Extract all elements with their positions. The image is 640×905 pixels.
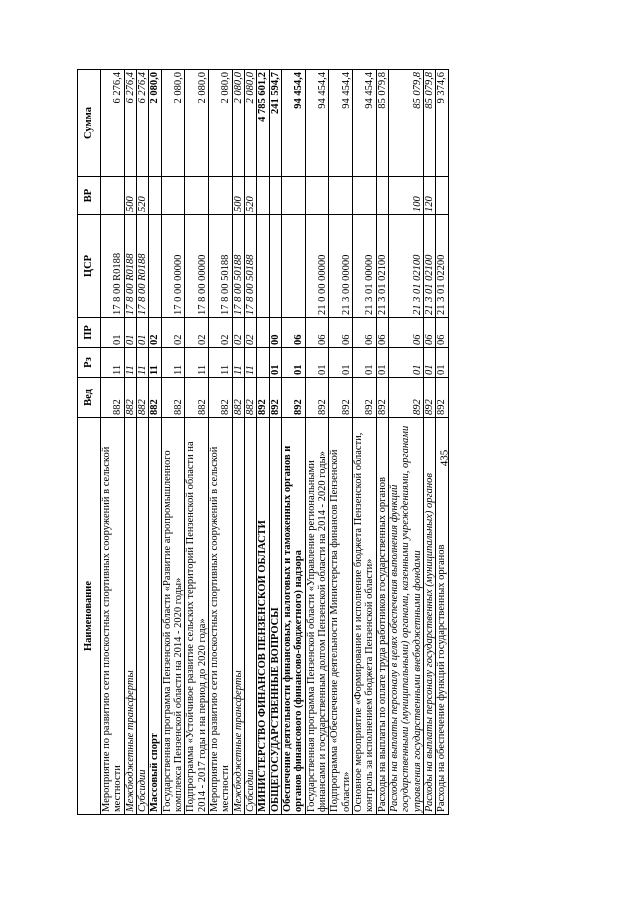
cell-sum: 6 276,4 bbox=[124, 70, 136, 177]
cell-csr: 21 3 01 02100 bbox=[423, 215, 435, 318]
cell-rz: 01 bbox=[388, 348, 423, 378]
cell-name: Государственная программа Пензенской области «Развитие агропромышленного комплекса Пензенской области на 2014 - 2020 годы» bbox=[161, 418, 185, 815]
table-row bbox=[388, 70, 423, 815]
cell-vr bbox=[436, 177, 448, 215]
table-row bbox=[244, 70, 256, 815]
cell-csr: 17 8 00 R0188 bbox=[101, 215, 125, 318]
cell-rz bbox=[257, 348, 269, 378]
cell-rz: 01 bbox=[329, 348, 353, 378]
cell-rz: 11 bbox=[232, 348, 244, 378]
cell-sum: 85 079,8 bbox=[388, 70, 423, 177]
cell-rz: 01 bbox=[281, 348, 305, 378]
cell-sum: 85 079,8 bbox=[376, 70, 388, 177]
cell-name: Расходы на выплаты персоналу в целях обеспечения выполнения функций государственными (муниципальными) органами, казенными учреждениями, органами управления государственными внебюджетными фондами bbox=[388, 418, 423, 815]
cell-pr: 02 bbox=[185, 318, 209, 348]
cell-pr bbox=[257, 318, 269, 348]
cell-ved: 882 bbox=[232, 378, 244, 418]
cell-csr: 17 8 00 00000 bbox=[185, 215, 209, 318]
table-row bbox=[124, 70, 136, 815]
cell-csr: 21 3 01 02100 bbox=[376, 215, 388, 318]
cell-name: Расходы на выплаты персоналу государственных (муниципальных) органов bbox=[423, 418, 435, 815]
cell-vr bbox=[149, 177, 161, 215]
cell-vr bbox=[208, 177, 232, 215]
header-vr: ВР bbox=[78, 177, 101, 215]
cell-csr: 21 3 01 02200 bbox=[436, 215, 448, 318]
cell-csr: 17 8 00 R0188 bbox=[124, 215, 136, 318]
cell-csr: 21 3 00 00000 bbox=[329, 215, 353, 318]
cell-pr: 02 bbox=[244, 318, 256, 348]
cell-rz: 11 bbox=[149, 348, 161, 378]
cell-csr bbox=[257, 215, 269, 318]
cell-rz: 11 bbox=[124, 348, 136, 378]
table-row bbox=[149, 70, 161, 815]
cell-sum: 2 080,0 bbox=[244, 70, 256, 177]
budget-table-container bbox=[77, 70, 547, 815]
table-header-row bbox=[78, 70, 101, 815]
cell-sum: 85 079,8 bbox=[423, 70, 435, 177]
cell-sum: 94 454,4 bbox=[352, 70, 376, 177]
cell-vr: 500 bbox=[232, 177, 244, 215]
header-sum: Сумма bbox=[78, 70, 101, 177]
header-pr: ПР bbox=[78, 318, 101, 348]
cell-csr: 17 8 00 50188 bbox=[232, 215, 244, 318]
cell-vr: 520 bbox=[244, 177, 256, 215]
cell-pr: 02 bbox=[208, 318, 232, 348]
table-row bbox=[352, 70, 376, 815]
page-number-text: 435 bbox=[438, 449, 451, 467]
cell-name: Межбюджетные трансферты bbox=[232, 418, 244, 815]
cell-ved: 892 bbox=[436, 378, 448, 418]
table-row bbox=[101, 70, 125, 815]
cell-ved: 892 bbox=[269, 378, 281, 418]
cell-ved: 892 bbox=[281, 378, 305, 418]
cell-ved: 882 bbox=[149, 378, 161, 418]
table-row bbox=[161, 70, 185, 815]
cell-csr bbox=[149, 215, 161, 318]
cell-name: Межбюджетные трансферты bbox=[124, 418, 136, 815]
cell-ved: 882 bbox=[101, 378, 125, 418]
cell-rz: 11 bbox=[136, 348, 148, 378]
cell-vr bbox=[161, 177, 185, 215]
cell-sum: 94 454,4 bbox=[281, 70, 305, 177]
cell-ved: 882 bbox=[244, 378, 256, 418]
cell-rz: 01 bbox=[376, 348, 388, 378]
cell-pr: 02 bbox=[161, 318, 185, 348]
cell-pr: 02 bbox=[232, 318, 244, 348]
cell-vr bbox=[101, 177, 125, 215]
cell-rz: 11 bbox=[244, 348, 256, 378]
cell-csr: 17 8 00 50188 bbox=[244, 215, 256, 318]
cell-sum: 2 080,0 bbox=[149, 70, 161, 177]
cell-name: Субсидии bbox=[244, 418, 256, 815]
cell-ved: 892 bbox=[305, 378, 329, 418]
cell-sum: 94 454,4 bbox=[329, 70, 353, 177]
cell-vr bbox=[185, 177, 209, 215]
cell-name: Подпрограмма «Обеспечение деятельности Министерства финансов Пензенской области» bbox=[329, 418, 353, 815]
cell-pr: 06 bbox=[423, 318, 435, 348]
cell-ved: 892 bbox=[376, 378, 388, 418]
table-row bbox=[423, 70, 435, 815]
header-ved: Вед bbox=[78, 378, 101, 418]
cell-sum: 2 080,0 bbox=[185, 70, 209, 177]
cell-vr: 100 bbox=[388, 177, 423, 215]
table-row bbox=[208, 70, 232, 815]
table-row bbox=[185, 70, 209, 815]
cell-ved: 882 bbox=[208, 378, 232, 418]
cell-pr: 06 bbox=[281, 318, 305, 348]
cell-pr: 06 bbox=[436, 318, 448, 348]
cell-csr: 21 0 00 00000 bbox=[305, 215, 329, 318]
cell-rz: 11 bbox=[101, 348, 125, 378]
cell-ved: 882 bbox=[136, 378, 148, 418]
cell-sum: 2 080,0 bbox=[232, 70, 244, 177]
table-row bbox=[436, 70, 448, 815]
cell-vr bbox=[329, 177, 353, 215]
cell-pr: 06 bbox=[329, 318, 353, 348]
cell-name: Подпрограмма «Устойчивое развитие сельских территорий Пензенской области на 2014 - 2017 годы и на период до 2020 года» bbox=[185, 418, 209, 815]
cell-ved: 892 bbox=[257, 378, 269, 418]
cell-sum: 4 785 601,2 bbox=[257, 70, 269, 177]
cell-csr: 21 3 01 00000 bbox=[352, 215, 376, 318]
table-row bbox=[269, 70, 281, 815]
cell-name: МИНИСТЕРСТВО ФИНАНСОВ ПЕНЗЕНСКОЙ ОБЛАСТИ bbox=[257, 418, 269, 815]
cell-name: Массовый спорт bbox=[149, 418, 161, 815]
header-rz: Рз bbox=[78, 348, 101, 378]
table-row bbox=[329, 70, 353, 815]
cell-pr: 00 bbox=[269, 318, 281, 348]
cell-name: ОБЩЕГОСУДАРСТВЕННЫЕ ВОПРОСЫ bbox=[269, 418, 281, 815]
table-row bbox=[136, 70, 148, 815]
cell-vr bbox=[269, 177, 281, 215]
cell-name: Мероприятие по развитию сети плоскостных спортивных сооружений в сельской местности bbox=[101, 418, 125, 815]
cell-name: Обеспечение деятельности финансовых, налоговых и таможенных органов и органов финансового (финансово-бюджетного) надзора bbox=[281, 418, 305, 815]
cell-csr bbox=[281, 215, 305, 318]
cell-vr bbox=[281, 177, 305, 215]
cell-csr: 17 8 00 R0188 bbox=[136, 215, 148, 318]
cell-rz: 01 bbox=[352, 348, 376, 378]
header-name: Наименование bbox=[78, 418, 101, 815]
cell-pr: 02 bbox=[149, 318, 161, 348]
cell-ved: 892 bbox=[352, 378, 376, 418]
cell-sum: 2 080,0 bbox=[208, 70, 232, 177]
cell-name: Государственная программа Пензенской области «Управление региональными финансами и государственным долгом Пензенской области на 2014 - 2020 годы» bbox=[305, 418, 329, 815]
cell-vr bbox=[376, 177, 388, 215]
cell-ved: 882 bbox=[124, 378, 136, 418]
budget-table bbox=[77, 69, 449, 815]
cell-rz: 11 bbox=[161, 348, 185, 378]
cell-vr: 120 bbox=[423, 177, 435, 215]
cell-vr bbox=[352, 177, 376, 215]
cell-sum: 6 276,4 bbox=[101, 70, 125, 177]
cell-pr: 06 bbox=[352, 318, 376, 348]
cell-ved: 892 bbox=[388, 378, 423, 418]
cell-sum: 2 080,0 bbox=[161, 70, 185, 177]
cell-name: Основное мероприятие «Формирование и исполнение бюджета Пензенской области, контроль за исполнением бюджета Пензенской области» bbox=[352, 418, 376, 815]
cell-vr: 520 bbox=[136, 177, 148, 215]
cell-rz: 11 bbox=[208, 348, 232, 378]
table-row bbox=[232, 70, 244, 815]
cell-vr bbox=[257, 177, 269, 215]
cell-rz: 01 bbox=[269, 348, 281, 378]
cell-name: Субсидии bbox=[136, 418, 148, 815]
cell-rz: 01 bbox=[436, 348, 448, 378]
cell-sum: 94 454,4 bbox=[305, 70, 329, 177]
cell-sum: 6 276,4 bbox=[136, 70, 148, 177]
cell-ved: 892 bbox=[423, 378, 435, 418]
table-row bbox=[281, 70, 305, 815]
cell-sum: 241 594,7 bbox=[269, 70, 281, 177]
header-csr: ЦСР bbox=[78, 215, 101, 318]
cell-csr bbox=[269, 215, 281, 318]
cell-name: Расходы на обеспечение функций государственных органов bbox=[436, 418, 448, 815]
cell-pr: 06 bbox=[388, 318, 423, 348]
cell-vr bbox=[305, 177, 329, 215]
cell-rz: 01 bbox=[423, 348, 435, 378]
cell-name: Расходы на выплаты по оплате труда работников государственных органов bbox=[376, 418, 388, 815]
cell-pr: 01 bbox=[136, 318, 148, 348]
table-row bbox=[376, 70, 388, 815]
cell-rz: 01 bbox=[305, 348, 329, 378]
cell-pr: 01 bbox=[101, 318, 125, 348]
cell-ved: 892 bbox=[329, 378, 353, 418]
cell-name: Мероприятие по развитию сети плоскостных спортивных сооружений в сельской местности bbox=[208, 418, 232, 815]
cell-pr: 06 bbox=[305, 318, 329, 348]
table-row bbox=[257, 70, 269, 815]
cell-csr: 17 0 00 00000 bbox=[161, 215, 185, 318]
cell-csr: 17 8 00 50188 bbox=[208, 215, 232, 318]
cell-ved: 882 bbox=[161, 378, 185, 418]
table-row bbox=[305, 70, 329, 815]
cell-pr: 06 bbox=[376, 318, 388, 348]
cell-rz: 11 bbox=[185, 348, 209, 378]
cell-ved: 882 bbox=[185, 378, 209, 418]
cell-csr: 21 3 01 02100 bbox=[388, 215, 423, 318]
cell-pr: 01 bbox=[124, 318, 136, 348]
cell-vr: 500 bbox=[124, 177, 136, 215]
cell-sum: 9 374,6 bbox=[436, 70, 448, 177]
